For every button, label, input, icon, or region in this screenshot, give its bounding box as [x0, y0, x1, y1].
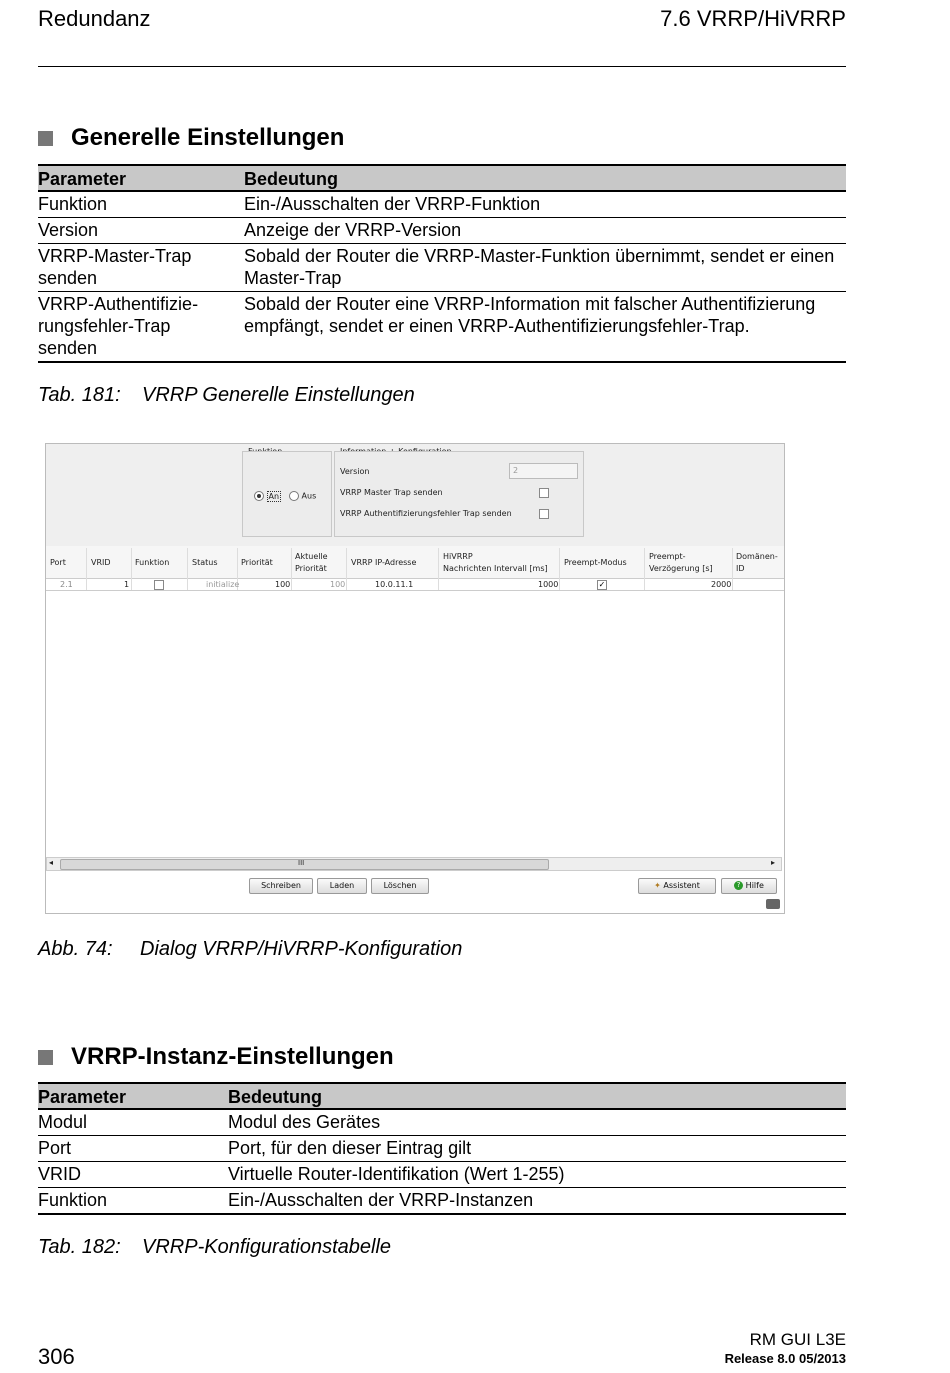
help-button[interactable] — [721, 878, 777, 894]
meaning-cell: Port, für den dieser Eintrag gilt — [228, 1136, 846, 1162]
instance-settings-table — [38, 1082, 846, 1215]
cell-status: initialize — [206, 580, 240, 589]
release-info: Release 8.0 05/2013 — [724, 1351, 846, 1366]
meaning-cell: Ein-/Ausschalten der VRRP-Instanzen — [228, 1188, 846, 1215]
col-vrid[interactable]: VRID — [91, 558, 111, 567]
table-row — [38, 1136, 846, 1162]
table-row — [38, 191, 846, 218]
table-row — [38, 244, 846, 292]
param-cell: Modul — [38, 1109, 228, 1136]
general-settings-table — [38, 164, 846, 363]
document-id: RM GUI L3E — [749, 1330, 846, 1349]
radio-on-label: An — [268, 491, 280, 501]
col-prioritaet[interactable]: Priorität — [241, 558, 273, 567]
cell-aktuelle: 100 — [330, 580, 346, 589]
radio-on[interactable] — [254, 491, 281, 501]
caption-text: VRRP-Konfigurationstabelle — [142, 1236, 392, 1258]
col-domain-line1[interactable]: Domänen- — [736, 552, 778, 561]
col-aktuelle-line2[interactable]: Priorität — [295, 564, 327, 573]
radio-off-label: Aus — [301, 491, 317, 501]
table-row — [38, 292, 846, 363]
param-cell: Funktion — [38, 1188, 228, 1215]
caption-text: VRRP Generelle Einstellungen — [142, 384, 415, 406]
col-hivrrp-line2[interactable]: Nachrichten Intervall [ms] — [443, 564, 548, 573]
col-domain-line2[interactable]: ID — [736, 564, 745, 573]
section-title-text: VRRP-Instanz-Einstellungen — [71, 1043, 394, 1070]
column-header-meaning: Bedeutung — [228, 1083, 846, 1109]
caption-label: Abb. 74: — [38, 938, 113, 960]
scroll-left-icon[interactable]: ◂ — [49, 858, 54, 867]
meaning-cell: Ein-/Ausschalten der VRRP-Funktion — [244, 191, 846, 218]
col-aktuelle-line1[interactable]: Aktuelle — [295, 552, 328, 561]
cell-prioritaet[interactable]: 100 — [275, 580, 291, 589]
radio-on-icon — [254, 491, 264, 501]
master-trap-label: VRRP Master Trap senden — [340, 488, 443, 497]
table-row — [38, 218, 846, 244]
param-cell: Funktion — [38, 191, 244, 218]
load-button[interactable]: Laden — [317, 878, 367, 894]
cell-preempt-checkbox[interactable]: ✓ — [598, 580, 606, 589]
scrollbar-grip: III — [298, 859, 305, 867]
cell-verzoegerung[interactable]: 2000 — [711, 580, 732, 589]
master-trap-checkbox[interactable] — [539, 488, 549, 498]
col-preempt-delay-line2[interactable]: Verzögerung [s] — [649, 564, 713, 573]
caption-label: Tab. 182: — [38, 1236, 121, 1258]
col-preempt-delay-line1[interactable]: Preempt- — [649, 552, 686, 561]
param-cell: Version — [38, 218, 244, 244]
wizard-icon: ✦ — [654, 881, 661, 890]
header-section: 7.6 VRRP/HiVRRP — [660, 6, 846, 31]
cell-intervall[interactable]: 1000 — [538, 580, 559, 589]
cell-funktion-checkbox[interactable] — [154, 580, 164, 590]
section-title-instance — [38, 1043, 394, 1071]
param-cell: VRID — [38, 1162, 228, 1188]
column-header-parameter: Parameter — [38, 165, 244, 191]
column-header-meaning: Bedeutung — [244, 165, 846, 191]
table-row — [38, 1188, 846, 1215]
table-row — [38, 1162, 846, 1188]
cell-port: 2.1 — [60, 580, 73, 589]
delete-button[interactable]: Löschen — [371, 878, 429, 894]
param-cell: Port — [38, 1136, 228, 1162]
col-preempt[interactable]: Preempt-Modus — [564, 558, 627, 567]
meaning-cell: Modul des Gerätes — [228, 1109, 846, 1136]
table-caption-182 — [38, 1236, 391, 1259]
auth-trap-checkbox[interactable] — [539, 509, 549, 519]
table-row — [38, 1109, 846, 1136]
col-funktion[interactable]: Funktion — [135, 558, 170, 567]
connection-status-icon — [766, 899, 780, 909]
col-port[interactable]: Port — [50, 558, 66, 567]
version-field[interactable]: 2 — [509, 463, 578, 479]
bullet-square-icon — [38, 131, 53, 146]
meaning-cell: Sobald der Router die VRRP-Master-Funktion übernimmt, sendet er einen Master-Trap — [244, 244, 846, 292]
page-number: 306 — [38, 1344, 75, 1369]
write-button[interactable]: Schreiben — [249, 878, 313, 894]
meaning-cell: Virtuelle Router-Identifikation (Wert 1-255) — [228, 1162, 846, 1188]
help-icon: ? — [734, 881, 743, 890]
scrollbar-thumb[interactable] — [60, 859, 549, 870]
section-title-text: Generelle Einstellungen — [71, 124, 345, 151]
figure-caption-74 — [38, 938, 462, 961]
bullet-square-icon — [38, 1050, 53, 1065]
assistant-button[interactable] — [638, 878, 716, 894]
vrrp-dialog-screenshot — [45, 443, 785, 914]
version-label: Version — [340, 467, 370, 476]
auth-trap-label: VRRP Authentifizierungsfehler Trap senden — [340, 509, 512, 518]
caption-text: Dialog VRRP/HiVRRP-Konfiguration — [140, 938, 463, 960]
assistant-label: Assistent — [663, 881, 700, 890]
radio-off[interactable] — [289, 491, 316, 501]
col-hivrrp-line1[interactable]: HiVRRP — [443, 552, 473, 561]
meaning-cell: Sobald der Router eine VRRP-Information mit falscher Authentifizierung empfängt, sendet er einen VRRP-Authentifizierungsfehler-Trap. — [244, 292, 846, 363]
header-chapter: Redundanz — [38, 6, 151, 31]
table-caption-181 — [38, 384, 415, 407]
header-rule — [38, 66, 846, 67]
column-header-parameter: Parameter — [38, 1083, 228, 1109]
scroll-right-icon[interactable]: ▸ — [771, 858, 776, 867]
cell-ip[interactable]: 10.0.11.1 — [375, 580, 414, 589]
radio-off-icon — [289, 491, 299, 501]
caption-label: Tab. 181: — [38, 384, 121, 406]
cell-vrid: 1 — [124, 580, 130, 589]
param-cell: VRRP-Master-Trap senden — [38, 244, 244, 292]
help-label: Hilfe — [745, 881, 764, 890]
section-title-general — [38, 124, 344, 152]
meaning-cell: Anzeige der VRRP-Version — [244, 218, 846, 244]
param-cell: VRRP-Authentifizie-rungsfehler-Trap senden — [38, 292, 244, 363]
col-status[interactable]: Status — [192, 558, 218, 567]
col-ip[interactable]: VRRP IP-Adresse — [351, 558, 417, 567]
